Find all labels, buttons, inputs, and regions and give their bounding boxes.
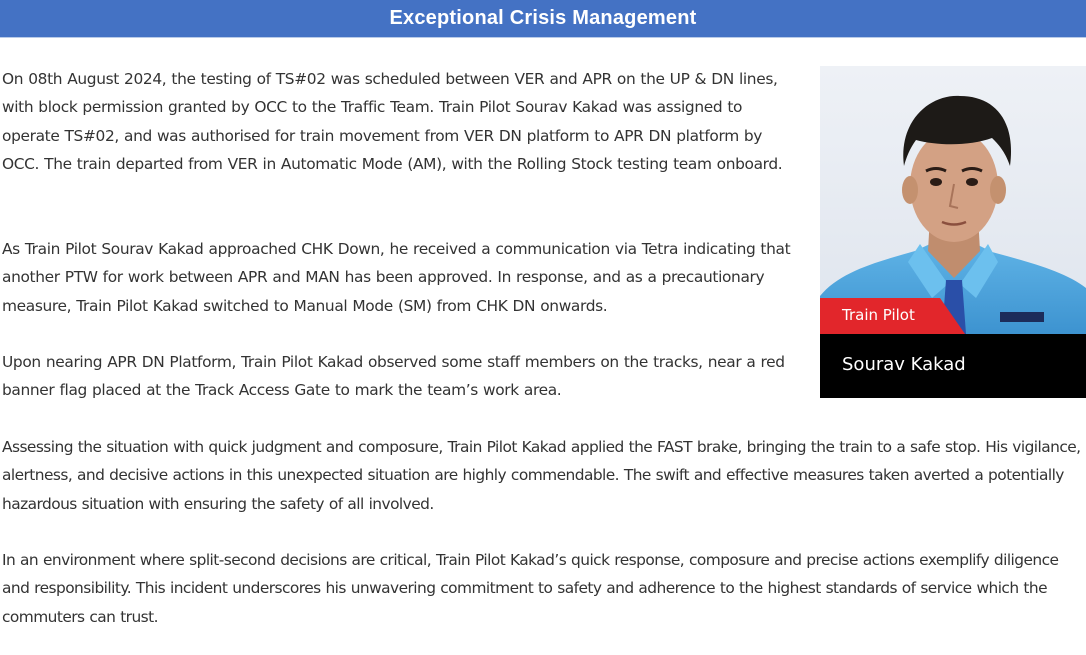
page-title: Exceptional Crisis Management	[389, 7, 697, 29]
paragraph-incident-background: On 08th August 2024, the testing of TS#02 was scheduled between VER and APR on the UP & DN lines, with block permission granted by OCC to the Traffic Team. Train Pilot Sourav Kakad was assigned to operate TS#02, and was authorised for train movement from VER DN platform to APR DN platform by OCC. The train departed from VER in Automatic Mode (AM), with the Rolling Stock testing team onboard.	[2, 70, 783, 173]
page-header	[0, 0, 1086, 38]
profile-card	[820, 66, 1086, 398]
paragraph-conclusion: In an environment where split-second decisions are critical, Train Pilot Kakad’s quick response, composure and precise actions exemplify diligence and responsibility. This incident underscores his unwavering commitment to safety and adherence to the highest standards of service which the commuters can trust.	[2, 551, 1059, 626]
paragraph-communication: As Train Pilot Sourav Kakad approached CHK Down, he received a communication via Tetra indicating that another PTW for work between APR and MAN has been approved. In response, and as a precautionary measure, Train Pilot Kakad switched to Manual Mode (SM) from CHK DN onwards.	[2, 240, 791, 315]
paragraph-action: Assessing the situation with quick judgment and composure, Train Pilot Kakad applied the FAST brake, bringing the train to a safe stop. His vigilance, alertness, and decisive actions in this unexpected situation are highly commendable. The swift and effective measures taken averted a potentially hazardous situation with ensuring the safety of all involved.	[2, 438, 1081, 513]
profile-photo	[820, 66, 1086, 334]
profile-name: Sourav Kakad	[842, 354, 966, 375]
role-label: Train Pilot	[842, 306, 915, 324]
paragraph-observation: Upon nearing APR DN Platform, Train Pilot Kakad observed some staff members on the tracks, near a red banner flag placed at the Track Access Gate to mark the team’s work area.	[2, 353, 785, 400]
